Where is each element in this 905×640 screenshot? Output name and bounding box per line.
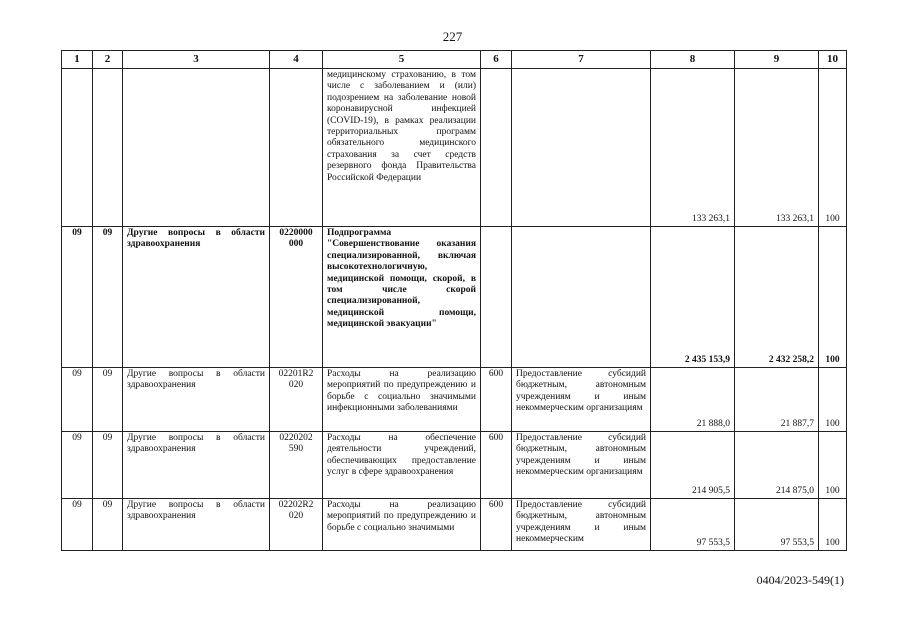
- executed-amount-cell: 2 432 258,2: [735, 227, 819, 368]
- table-row: [62, 499, 847, 551]
- page-number: 227: [442, 29, 463, 44]
- percent-cell: 100: [819, 368, 847, 432]
- target-article-cell: 02202R2 020: [270, 499, 323, 551]
- section-cell: [62, 69, 93, 227]
- executed-amount-cell: 133 263,1: [735, 69, 819, 227]
- table-row: [62, 227, 847, 368]
- percent-cell: 100: [819, 499, 847, 551]
- expense-type-name-cell: [512, 69, 651, 227]
- subsection-cell: 09: [93, 368, 123, 432]
- planned-amount-cell: 97 553,5: [651, 499, 735, 551]
- expense-type-name-cell: [512, 227, 651, 368]
- section-name-cell: Другие вопросы в области здравоохранения: [123, 227, 270, 368]
- table-row: [62, 69, 847, 227]
- article-name-cell: Расходы на реализацию мероприятий по предупреждению и борьбе с социально значимыми инфекционными заболеваниями: [323, 368, 481, 432]
- executed-amount-cell: 21 887,7: [735, 368, 819, 432]
- budget-table: [61, 50, 847, 551]
- expense-type-cell: 600: [481, 499, 512, 551]
- column-header-10: 10: [819, 51, 847, 69]
- subsection-cell: 09: [93, 499, 123, 551]
- document-code: 0404/2023-549(1): [756, 573, 844, 587]
- expense-type-cell: [481, 227, 512, 368]
- article-name-cell: медицинскому страхованию, в том числе с заболеванием и (или) подозрением на заболевание новой коронавирусной инфекцией (COVID-19), в рамках реализации территориальных программ обязательного медицинского страхования за счет средств резервного фонда Правительства Российской Федерации: [323, 69, 481, 227]
- column-header-5: 5: [323, 51, 481, 69]
- column-header-8: 8: [651, 51, 735, 69]
- expense-type-name-cell: Предоставление субсидий бюджетным, автономным учреждениям и иным некоммерческим организациям: [512, 368, 651, 432]
- section-cell: 09: [62, 368, 93, 432]
- column-header-6: 6: [481, 51, 512, 69]
- section-name-cell: [123, 69, 270, 227]
- section-cell: 09: [62, 499, 93, 551]
- percent-cell: 100: [819, 432, 847, 499]
- target-article-cell: 0220000 000: [270, 227, 323, 368]
- section-cell: 09: [62, 227, 93, 368]
- expense-type-name-cell: Предоставление субсидий бюджетным, автономным учреждениям и иным некоммерческим: [512, 499, 651, 551]
- column-header-1: 1: [62, 51, 93, 69]
- planned-amount-cell: 133 263,1: [651, 69, 735, 227]
- target-article-cell: [270, 69, 323, 227]
- executed-amount-cell: 214 875,0: [735, 432, 819, 499]
- table-row: [62, 368, 847, 432]
- column-header-3: 3: [123, 51, 270, 69]
- column-header-2: 2: [93, 51, 123, 69]
- subsection-cell: [93, 69, 123, 227]
- section-name-cell: Другие вопросы в области здравоохранения: [123, 499, 270, 551]
- subsection-cell: 09: [93, 432, 123, 499]
- article-name-cell: Расходы на обеспечение деятельности учреждений, обеспечивающих предоставление услуг в сфере здравоохранения: [323, 432, 481, 499]
- expense-type-cell: 600: [481, 432, 512, 499]
- article-name-cell: Подпрограмма "Совершенствование оказания специализированной, включая высокотехнологичную, медицинской помощи, скорой, в том числе скорой специализированной, медицинской помощи, медицинской эвакуации": [323, 227, 481, 368]
- executed-amount-cell: 97 553,5: [735, 499, 819, 551]
- column-header-7: 7: [512, 51, 651, 69]
- section-name-cell: Другие вопросы в области здравоохранения: [123, 432, 270, 499]
- article-name-cell: Расходы на реализацию мероприятий по предупреждению и борьбе с социально значимыми: [323, 499, 481, 551]
- expense-type-cell: 600: [481, 368, 512, 432]
- percent-cell: 100: [819, 69, 847, 227]
- header-row: [62, 51, 847, 69]
- section-name-cell: Другие вопросы в области здравоохранения: [123, 368, 270, 432]
- column-header-4: 4: [270, 51, 323, 69]
- table-row: [62, 432, 847, 499]
- percent-cell: 100: [819, 227, 847, 368]
- expense-type-cell: [481, 69, 512, 227]
- section-cell: 09: [62, 432, 93, 499]
- planned-amount-cell: 21 888,0: [651, 368, 735, 432]
- expense-type-name-cell: Предоставление субсидий бюджетным, автономным учреждениям и иным некоммерческим организациям: [512, 432, 651, 499]
- column-header-9: 9: [735, 51, 819, 69]
- planned-amount-cell: 2 435 153,9: [651, 227, 735, 368]
- target-article-cell: 02201R2 020: [270, 368, 323, 432]
- subsection-cell: 09: [93, 227, 123, 368]
- planned-amount-cell: 214 905,5: [651, 432, 735, 499]
- target-article-cell: 0220202 590: [270, 432, 323, 499]
